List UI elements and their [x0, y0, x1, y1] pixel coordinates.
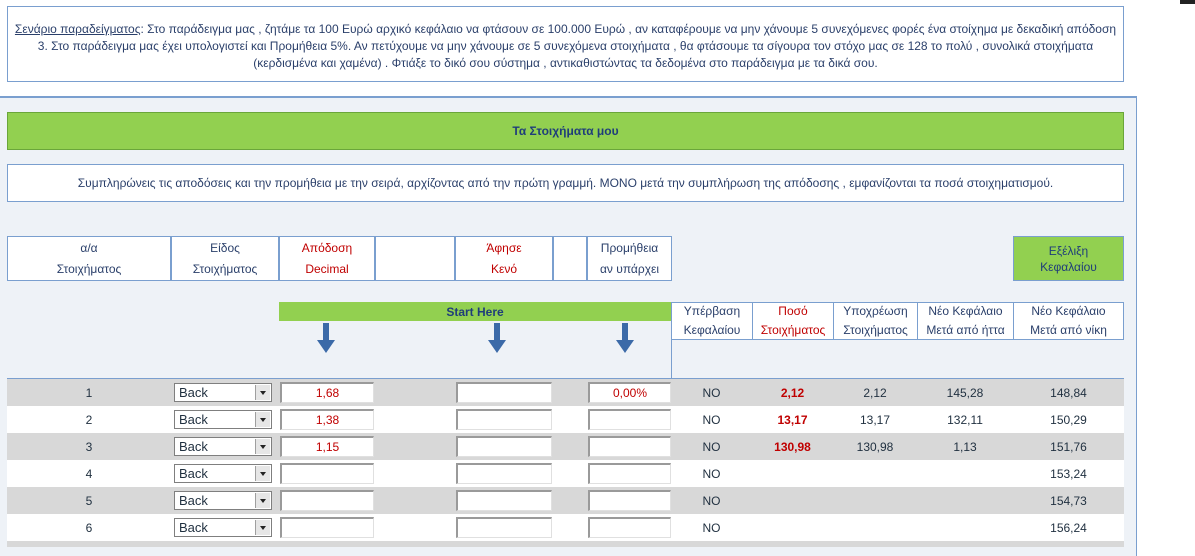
- bet-type-select[interactable]: [174, 518, 272, 537]
- header-odds-line1: Απόδοση: [301, 240, 353, 255]
- liability-value: [833, 487, 917, 514]
- after-loss-value: [917, 460, 1013, 487]
- bet-type-value: Back: [179, 412, 208, 427]
- row-number: 4: [85, 466, 93, 481]
- commission-input[interactable]: 0,00%: [588, 382, 671, 403]
- instruction-text: Συμπληρώνεις τις αποδόσεις και την προμήθεια με την σειρά, αρχίζοντας από την πρώτη γραμμή. ΜΟΝΟ μετά την συμπλήρωση της απόδοσης , εμφανίζονται τα ποσά στοιχηματισμού.: [77, 176, 1054, 190]
- blank-input[interactable]: [456, 409, 552, 430]
- after-loss-value: 132,11: [947, 412, 983, 427]
- subheader-after-win-line2: Μετά από νίκη: [1030, 323, 1107, 337]
- table-row: [7, 433, 1124, 460]
- bet-type-value: Back: [179, 520, 208, 535]
- odds-input[interactable]: 1,15: [280, 436, 374, 457]
- down-arrow-icon: [615, 323, 635, 353]
- row-number: 5: [85, 493, 93, 508]
- liability-value: 130,98: [856, 439, 894, 454]
- liability-value: [833, 514, 917, 541]
- chevron-down-icon[interactable]: [255, 412, 270, 427]
- bet-type-value: Back: [179, 493, 208, 508]
- window-edge: [1180, 0, 1195, 4]
- header-blank: [455, 236, 553, 281]
- exceed-value: NO: [702, 466, 721, 481]
- after-loss-value: [917, 514, 1013, 541]
- table-row: [7, 487, 1124, 514]
- bet-type-select[interactable]: [174, 383, 272, 402]
- stake-value: [752, 487, 833, 514]
- commission-input[interactable]: [588, 490, 671, 511]
- stake-value: 2,12: [780, 385, 805, 400]
- header-spacer-1: [375, 236, 455, 281]
- scenario-info-box: [7, 6, 1124, 82]
- header-odds-line2: Decimal: [305, 261, 349, 276]
- exceed-value: NO: [702, 493, 721, 508]
- chevron-down-icon[interactable]: [255, 466, 270, 481]
- after-win-value: 154,73: [1050, 493, 1087, 508]
- after-win-value: 151,76: [1050, 439, 1087, 454]
- after-win-value: 150,29: [1050, 412, 1087, 427]
- subheader-after-win-line1: Νέο Κεφάλαιο: [1031, 304, 1106, 318]
- odds-input[interactable]: 1,38: [280, 409, 374, 430]
- header-odds: [279, 236, 375, 281]
- subheader-exceed-line1: Υπέρβαση: [683, 304, 741, 318]
- bet-type-select[interactable]: [174, 464, 272, 483]
- bet-type-select[interactable]: [174, 410, 272, 429]
- subheader-after-loss-line1: Νέο Κεφάλαιο: [928, 304, 1003, 318]
- exceed-value: NO: [702, 412, 721, 427]
- after-loss-value: 145,28: [946, 385, 984, 400]
- header-aa-line1: α/α: [80, 240, 98, 255]
- table-row: [7, 541, 1124, 547]
- instruction-box: [7, 164, 1124, 202]
- bet-type-value: Back: [179, 439, 208, 454]
- header-spacer-2: [553, 236, 587, 281]
- subheader-exceed-line2: Κεφαλαίου: [683, 323, 741, 337]
- stake-value: [752, 514, 833, 541]
- stake-value: [752, 460, 833, 487]
- after-win-value: 153,24: [1050, 466, 1087, 481]
- row-number: 1: [85, 385, 93, 400]
- after-loss-value: [917, 487, 1013, 514]
- after-win-value: 148,84: [1050, 385, 1087, 400]
- commission-input[interactable]: [588, 409, 671, 430]
- commission-input[interactable]: [588, 436, 671, 457]
- after-loss-value: 1,13: [953, 439, 977, 454]
- header-evolution: [1013, 236, 1124, 281]
- blank-input[interactable]: [456, 436, 552, 457]
- header-aa-line2: Στοιχήματος: [56, 261, 122, 276]
- down-arrow-icon: [487, 323, 507, 353]
- scenario-text: : Στο παράδειγμα μας , ζητάμε τα 100 Ευρώ αρχικό κεφάλαιο να φτάσουν σε 100.000 Ευρώ , αν καταφέρουμε να μην χάνουμε 5 συνεχόμενες φορές ένα στοίχημα με δεκαδική απόδοση 3. Στο παράδειγμα μας έχει υπολογιστεί και Προμήθεια 5%. Αν πετύχουμε να μην χάνουμε σε 5 συνεχόμενα στοιχήματα , θα φτάσουμε τα σίγουρα τον στόχο μας σε 128 το πολύ , συνολικά στοιχήματα (κερδισμένα και χαμένα) . Φτιάξε το δικό σου σύστημα , αντικαθιστώντας τα δεδομένα στο παράδειγμα με τα δικά σου.: [37, 22, 1117, 70]
- row-number: 3: [85, 439, 93, 454]
- table-row: [7, 379, 1124, 406]
- subheader-stake: [752, 302, 833, 340]
- blank-gap: [552, 460, 588, 487]
- blank-input[interactable]: [456, 463, 552, 484]
- subheader-after-loss-line2: Μετά από ήττα: [926, 323, 1005, 337]
- stake-value: 130,98: [774, 439, 811, 454]
- row-number: 6: [85, 520, 93, 535]
- header-type-line1: Είδος: [210, 240, 240, 255]
- chevron-down-icon[interactable]: [255, 439, 270, 454]
- header-type: [171, 236, 279, 281]
- table-row: [7, 406, 1124, 433]
- start-here-text: Start Here: [446, 304, 504, 319]
- header-aa: [7, 236, 171, 281]
- commission-input[interactable]: [588, 463, 671, 484]
- down-arrow-icon: [316, 323, 336, 353]
- section-title-text: Τα Στοιχήματα μου: [512, 124, 619, 138]
- subheader-liability-line1: Υποχρέωση: [843, 304, 908, 318]
- liability-value: 2,12: [863, 385, 887, 400]
- blank-input[interactable]: [456, 382, 552, 403]
- subheader-after-loss: [917, 302, 1013, 340]
- start-here-banner: [279, 302, 671, 321]
- table-row: [7, 514, 1124, 541]
- subheader-stake-line2: Στοιχήματος: [760, 323, 826, 337]
- blank-gap: [552, 514, 588, 541]
- blank-input[interactable]: [456, 490, 552, 511]
- header-evolution-line1: Εξέλιξη: [1048, 243, 1089, 258]
- exceed-value: NO: [702, 520, 721, 535]
- exceed-value: NO: [702, 439, 721, 454]
- section-title: [7, 112, 1124, 150]
- bet-type-value: Back: [179, 385, 208, 400]
- bet-type-select[interactable]: [174, 437, 272, 456]
- liability-value: [833, 460, 917, 487]
- exceed-value: NO: [702, 385, 721, 400]
- liability-value: 13,17: [859, 412, 891, 427]
- blank-input[interactable]: [456, 517, 552, 538]
- odds-input[interactable]: [280, 463, 374, 484]
- bet-type-select[interactable]: [174, 491, 272, 510]
- header-blank-line1: Άφησε: [486, 240, 522, 255]
- header-commission: [587, 236, 672, 281]
- table-row: [7, 460, 1124, 487]
- row-number: 2: [85, 412, 93, 427]
- odds-input[interactable]: [280, 490, 374, 511]
- chevron-down-icon[interactable]: [255, 385, 270, 400]
- after-win-value: 156,24: [1050, 520, 1087, 535]
- commission-input[interactable]: [588, 517, 671, 538]
- odds-input[interactable]: [280, 517, 374, 538]
- header-evolution-line2: Κεφαλαίου: [1040, 259, 1097, 274]
- blank-gap: [552, 406, 588, 433]
- header-blank-line2: Κενό: [490, 261, 518, 276]
- chevron-down-icon[interactable]: [255, 520, 270, 535]
- bet-type-value: Back: [179, 466, 208, 481]
- header-commission-line1: Προμήθεια: [600, 240, 659, 255]
- header-commission-line2: αν υπάρχει: [599, 261, 660, 276]
- blank-gap: [552, 487, 588, 514]
- subheader-exceed: [671, 302, 752, 340]
- odds-input[interactable]: 1,68: [280, 382, 374, 403]
- scenario-lead: Σενάριο παραδείγματος: [14, 22, 141, 36]
- chevron-down-icon[interactable]: [255, 493, 270, 508]
- subheader-liability-line2: Στοιχήματος: [843, 323, 908, 337]
- header-type-line2: Στοιχήματος: [192, 261, 258, 276]
- subheader-liability: [833, 302, 917, 340]
- subheader-stake-line1: Ποσό: [778, 304, 808, 318]
- subheader-after-win: [1013, 302, 1124, 340]
- stake-value: 13,17: [777, 412, 808, 427]
- blank-gap: [552, 379, 588, 406]
- blank-gap: [552, 433, 588, 460]
- column-divider: [671, 340, 672, 378]
